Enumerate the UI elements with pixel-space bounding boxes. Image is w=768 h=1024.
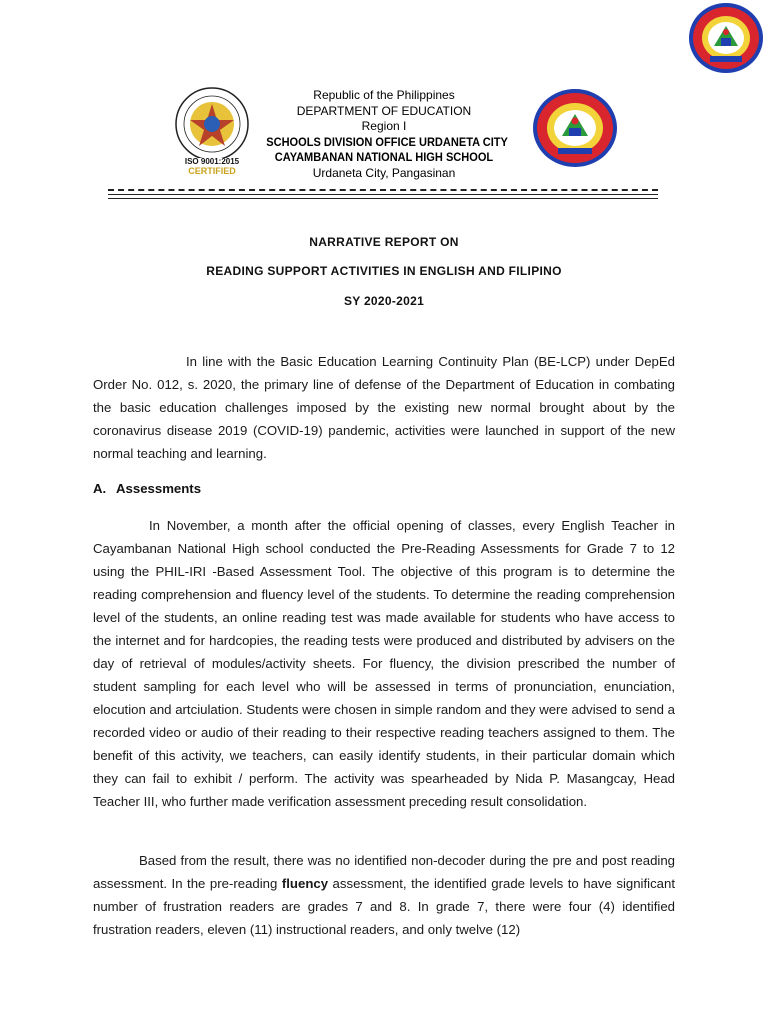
letterhead-line-address: Urdaneta City, Pangasinan xyxy=(312,165,456,180)
paragraph-2-text-a: Based from the result, there was no identified non-decoder during the pre and post reading assessment. In the pre-reading xyxy=(93,853,675,891)
section-title: Assessments xyxy=(116,481,202,496)
svg-text:ISO 9001:2015: ISO 9001:2015 xyxy=(184,157,240,166)
letterhead-line-region: Region I xyxy=(361,119,407,133)
letterhead-text xyxy=(256,88,512,181)
letterhead-line-sdo: SCHOOLS DIVISION OFFICE URDANETA CITY xyxy=(266,134,508,149)
letterhead-line-deped: DEPARTMENT OF EDUCATION xyxy=(296,103,472,118)
svg-text:CERTIFIED: CERTIFIED xyxy=(188,166,236,176)
section-heading-assessments xyxy=(93,481,201,496)
assessments-paragraph-2 xyxy=(93,849,675,941)
paragraph-2-text-b: assessment, the identified grade levels to have significant number of frustration readers are grades 7 and 8. In grade 7, there were four (4) identified frustration readers, eleven (11) instructional readers, and only twelve (12) xyxy=(93,876,675,937)
cayambanan-seal-icon xyxy=(532,88,618,168)
letterhead-divider xyxy=(108,189,658,199)
report-subtitle: READING SUPPORT ACTIVITIES IN ENGLISH AND FILIPINO xyxy=(206,264,562,278)
intro-paragraph: In line with the Basic Education Learning Continuity Plan (BE-LCP) under DepEd Order No. 012, s. 2020, the primary line of defense of the Department of Education in combating the basic education challenges imposed by the existing new normal brought about by the coronavirus disease 2019 (COVID-19) pandemic, activities were launched in support of the new normal teaching and learning. xyxy=(93,354,675,461)
paragraph-2-bold-term: fluency xyxy=(281,876,329,891)
school-year: SY 2020-2021 xyxy=(343,294,425,308)
deped-urdaneta-logo-icon xyxy=(168,86,256,176)
assessments-paragraph-1: In November, a month after the official opening of classes, every English Teacher in Cayambanan National High school conducted the Pre-Reading Assessments for Grade 7 to 12 using the PHIL-IRI -Based Assessment Tool. The objective of this program is to determine the reading comprehension and fluency level of the students. To determine the reading comprehension level of the students, an online reading test was made available for students who have access to the internet and for hardcopies, the reading tests were produced and distributed by advisers on the day of retrieval of modules/activity sheets. For fluency, the division prescribed the number of student sampling for each level who will be assessed in terms of pronunciation, enunciation, elocution and artciulation. Students were chosen in simple random and they were advised to send a recorded video or audio of their reading to their respective reading teachers assigned to them. The benefit of this activity, we teachers, can easily identify students, in their particular domain which they can fail to exhibit / perform. The activity was spearheaded by Nida P. Masangcay, Head Teacher III, who further made verification assessment preceding result consolidation. xyxy=(93,518,675,809)
letterhead-line-school: CAYAMBANAN NATIONAL HIGH SCHOOL xyxy=(274,150,494,164)
report-title: NARRATIVE REPORT ON xyxy=(309,235,459,249)
corner-school-seal-icon xyxy=(688,2,764,74)
letterhead-line-republic: Republic of the Philippines xyxy=(313,88,455,102)
section-letter: A. xyxy=(93,481,107,496)
